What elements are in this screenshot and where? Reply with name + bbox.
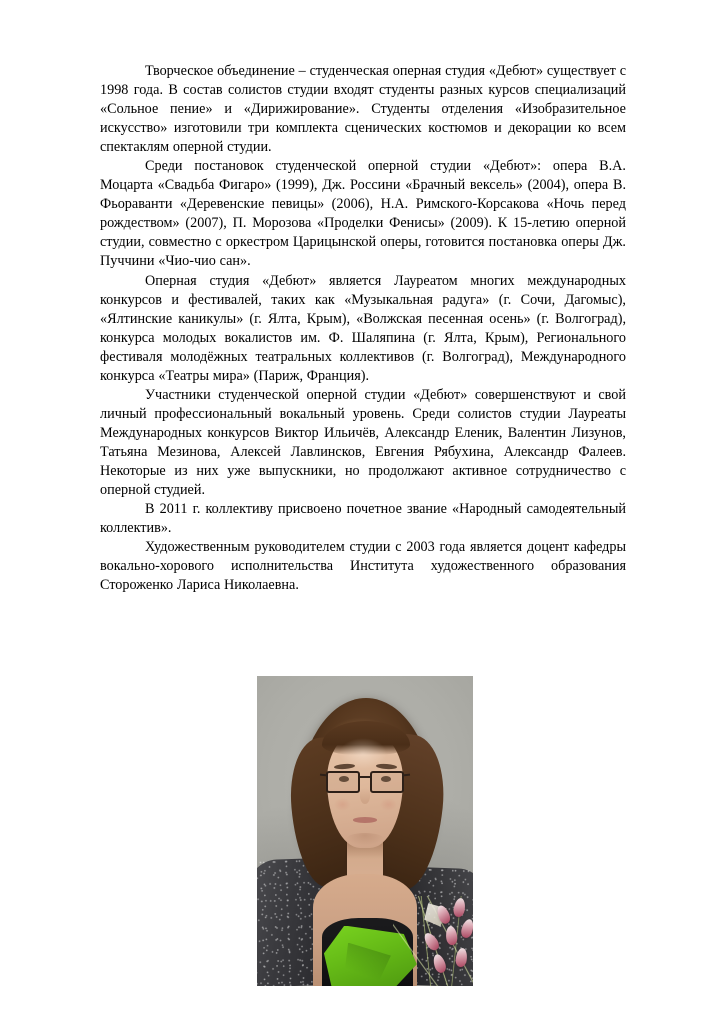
portrait-photograph [257, 676, 473, 986]
glasses-temple-left [319, 773, 326, 776]
paragraph-3: Оперная студия «Дебют» является Лауреатом многих международных конкурсов и фестивалей, таких как «Музыкальная радуга» (г. Сочи, Дагомыс), «Ялтинские каникулы» (г. Ялта, Крым), «Волжская песенная осень» (г. Волгоград), конкурса молодых вокалистов им. Ф. Шаляпина (г. Ялта, Крым), Регионального фестиваля молодёжных театральных коллективов (г. Волгоград), Международного конкурса «Театры мира» (Париж, Франция). [100, 272, 626, 384]
paragraph-1: Творческое объединение – студенческая оперная студия «Дебют» существует с 1998 года. В состав солистов студии входят студенты разных курсов специализаций «Сольное пение» и «Дирижирование». Студенты отделения «Изобразительное искусство» изготовили три комплекта сценических костюмов и декорации ко всем спектаклям оперной студии. [100, 63, 626, 156]
paragraph-6: Художественным руководителем студии с 2003 года является доцент кафедры вокально-хорового исполнительства Института художественного образования Стороженко Лариса Николаевна. [100, 539, 626, 594]
glasses-temple-right [403, 773, 410, 776]
glasses-bridge [360, 776, 371, 778]
cheek-right [380, 798, 397, 810]
glasses-lens-right [370, 771, 403, 793]
cheek-left [334, 798, 351, 810]
paragraph-4: Участники студенческой оперной студии «Дебют» совершенствуют и свой личный профессиональный вокальный уровень. Среди солистов студии Лауреаты Международных конкурсов Виктор Ильичёв, Александр Еленик, Валентин Лизунов, Татьяна Мезинова, Алексей Лавлинсков, Евгения Рябухина, Александр Фалеев. Некоторые из них уже выпускники, но продолжают активное сотрудничество с оперной студией. [100, 386, 626, 499]
chin-shadow [346, 833, 385, 845]
flower-bouquet [393, 896, 473, 986]
body-text [100, 62, 626, 595]
photo-canvas [257, 676, 473, 986]
paragraph-5: В 2011 г. коллективу присвоено почетное звание «Народный самодеятельный коллектив». [100, 501, 626, 537]
paragraph-2: Среди постановок студенческой оперной студии «Дебют»: опера В.А. Моцарта «Свадьба Фигаро» (1999), Дж. Россини «Брачный вексель» (2004), опера В. Фьораванти «Деревенские певицы» (2006), Н.А. Римского-Корсакова «Ночь перед рождеством» (2007), П. Морозова «Проделки Фенисы» (2009). К 15-летию оперной студии, совместно с оркестром Царицынской оперы, готовится постановка оперы Дж. Пуччини «Чио-чио сан». [100, 158, 626, 270]
mouth [353, 817, 377, 823]
glasses-lens-left [326, 771, 359, 793]
